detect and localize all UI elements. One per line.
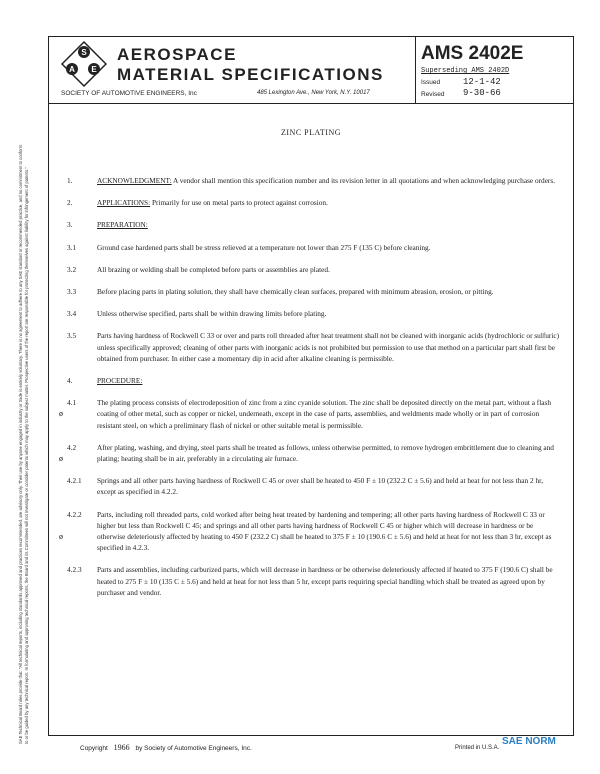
copyright-year: 1966 [113,743,130,752]
section [67,264,563,275]
section [67,219,563,230]
section [67,330,563,364]
revision-mark: ø [59,409,63,419]
revision-mark: ø [59,453,63,463]
section-number: 4. [67,376,73,386]
section [67,308,563,319]
spec-body [59,175,563,609]
document-title: ZINC PLATING [281,128,341,137]
svg-text:S: S [81,48,87,57]
copyright-line [80,743,252,752]
society-address: 485 Lexington Ave., New York, N.Y. 10017 [257,90,370,96]
section-heading: PREPARATION: [97,220,148,230]
section [67,175,563,186]
section-number: 3.4 [67,309,77,319]
section-heading: PROCEDURE: [97,376,143,386]
section [67,375,563,386]
section-text: Ground case hardened parts shall be stress relieved at a temperature not lower than 275 F (135 C) before cleaning. [97,242,431,252]
section-text: Unless otherwise specified, parts shall be within drawing limits before plating. [97,309,327,319]
revised-date: 9-30-66 [463,88,501,98]
org-title-line1: AEROSPACE [117,45,237,64]
copyright-holder: by Society of Automotive Engineers, Inc. [135,745,252,752]
section-text: ACKNOWLEDGMENT: A vendor shall mention this specification number and its revision letter in all quotations and when acknowledging purchase orders. [97,176,556,185]
spec-header [49,37,573,104]
section-number: 1. [67,176,73,185]
svg-text:E: E [91,65,97,74]
section-text: Springs and all other parts having hardness of Rockwell C 45 or over shall be heated to 450 F ± 10 (232.2 C ± 5.6) and held at heat for not less than 2 hr, except as specified in 4.2.2. [97,476,544,497]
sae-logo-icon [61,41,107,87]
section-number: 3.1 [67,242,77,252]
svg-text:A: A [69,65,75,74]
section-number: 4.2 [67,442,77,452]
section [59,442,563,464]
header-divider [415,37,416,103]
section-number: 4.2.3 [67,565,82,575]
section-text: APPLICATIONS: Primarily for use on metal parts to protect against corrosion. [97,198,328,208]
superseding-note: Superseding AMS 2402D [421,67,510,75]
section [59,509,563,554]
section [67,475,563,497]
revision-mark: ø [59,531,63,541]
section-number: 4.2.2 [67,509,82,519]
section-text: All brazing or welding shall be completed before parts or assemblies are plated. [97,264,330,274]
section-text: Parts and assemblies, including carburized parts, which will decrease in hardness or be otherwise deleteriously affected if heated to 375 F (190.6 C) shall be heated to 275 F ± 10 (135 C ± 5.6) and held at heat for not less than 5 hr, except parts requiring special handling which shall be treated as agreed upon by purchaser and vendor. [97,565,553,597]
section [59,397,563,431]
section-text: After plating, washing, and drying, steel parts shall be treated as follows, unless otherwise permitted, to remove hydrogen embrittlement due to cleaning and plating; heating shall be in air, preferably in a circulating air furnace. [97,442,554,464]
issued-label: Issued [421,79,441,86]
sae-norm-watermark: SAE NORM [502,736,556,747]
section [67,286,563,297]
section [67,197,563,208]
section-number: 4.1 [67,398,77,408]
org-title-line2: MATERIAL SPECIFICATIONS [117,65,384,84]
section-number: 3.5 [67,331,77,341]
revised-label: Revised [421,91,445,98]
section-number: 3.2 [67,264,77,274]
issued-date: 12-1-42 [463,77,501,87]
section-text: The plating process consists of electrodeposition of zinc from a zinc cyanide solution. The zinc shall be deposited directly on the metal part, without a flash coating of other metal, such as copper or nickel, underneath, except in the case of parts, assemblies, and weldments made wholly or in part of corrosion resistant steel, on which a preliminary flash of nickel or other suitable metal is permissible. [97,398,551,430]
section-text: Before placing parts in plating solution, they shall have chemically clean surfaces, prepared with minimum abrasion, erosion, or pitting. [97,287,494,297]
society-name: SOCIETY OF AUTOMOTIVE ENGINEERS, Inc [61,90,197,97]
copyright-label: Copyright [80,745,108,752]
section [67,242,563,253]
section [67,564,563,598]
section-number: 4.2.1 [67,476,82,486]
printed-in: Printed in U.S.A. [455,745,500,751]
spec-page [48,36,574,736]
section-number: 3.3 [67,287,77,297]
section-number: 3. [67,220,73,230]
spec-number: AMS 2402E [421,43,524,64]
section-text: Parts having hardness of Rockwell C 33 or over and parts roll threaded after heat treatment shall not be cleaned with inorganic acids (hydrochloric or sulfuric) unless specifically approved; cleaning of other parts with inorganic acids is not prohibited but permission to use that method on a particular part shall first be obtained from purchaser. In either case a momentary dip in acid after alkaline cleaning is permissible. [97,331,560,363]
section-text: Parts, including roll threaded parts, cold worked after being heat treated by hardening and tempering; all other parts having hardness of Rockwell C 33 or higher but less than Rockwell C 45; and springs and all other parts having hardness of Rockwell C 45 or higher which will decrease in hardness or be otherwise deleteriously affected by heating to 450 F (232.2 C) shall be heated to 375 F ± 10 (190.6 C ± 5.6) and held at heat for not less than 3 hr, except as specified in 4.2.3. [97,509,552,553]
sae-technical-board-note: SAE Technical Board rules provide that: "All technical reports, including standards approved and practices recommended, are advisory only. Their use by anyone engaged in industry or trade is entirely voluntary. There is no agreement to adhere to any SAE standard or recommended practice, and no commitment to conform to or be guided by any technical report. In formulating and approving technical reports, the Board and its Committees will not investigate or consider patents which may apply to the subject matter. Prospective users of the report are responsible for protecting themselves against liability for infringement of patents." [18,144,29,744]
section-number: 2. [67,198,73,208]
